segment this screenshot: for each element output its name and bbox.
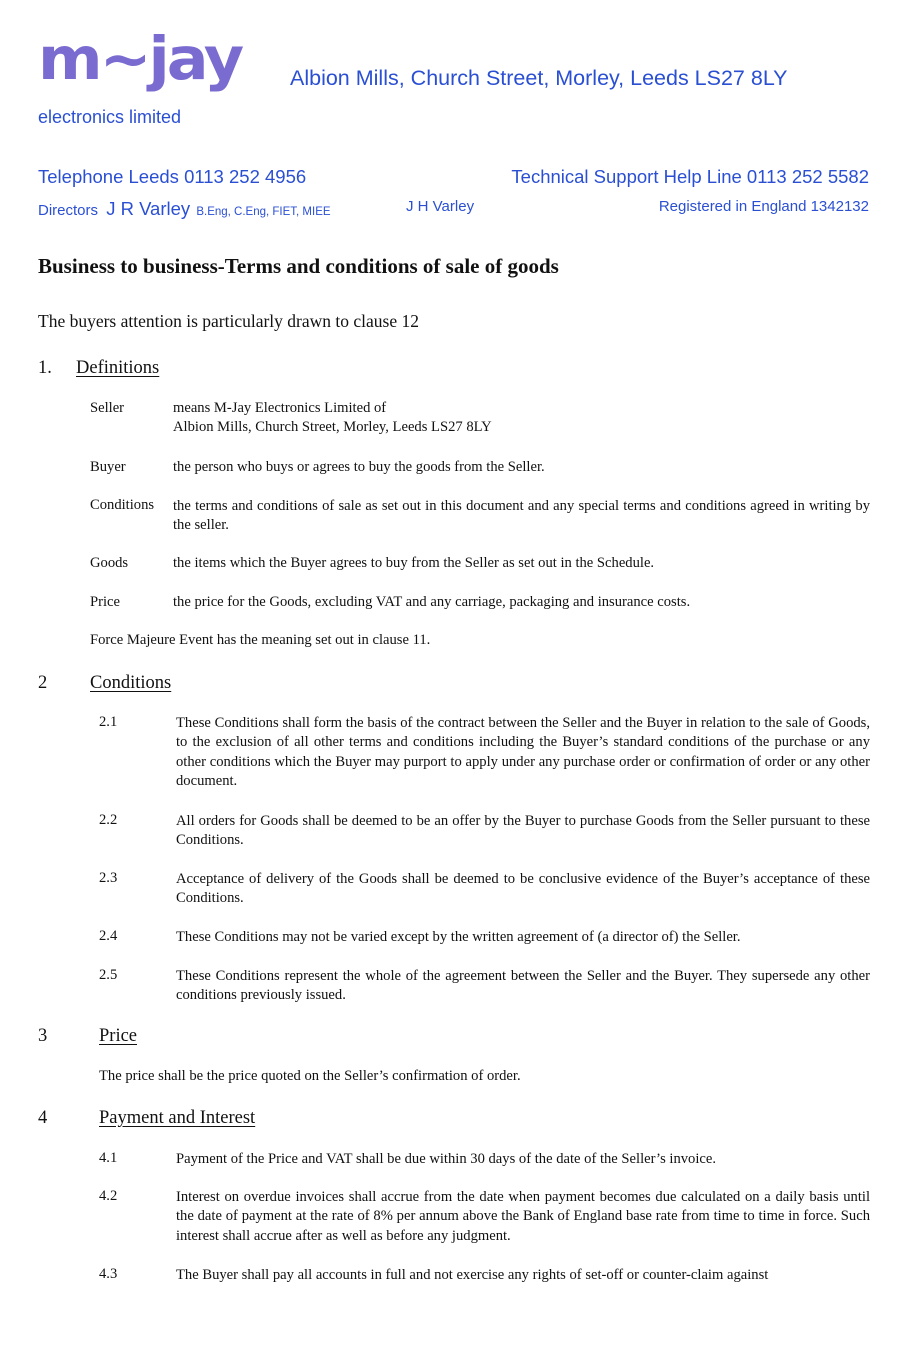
section1-number: 1. bbox=[38, 358, 52, 378]
document-title: Business to business-Terms and conditions of sale of goods bbox=[38, 254, 559, 278]
section3-heading: Price bbox=[99, 1026, 138, 1046]
company-address: Albion Mills, Church Street, Morley, Leeds LS27 8LY bbox=[290, 66, 788, 90]
director1-quals: B.Eng, C.Eng, FIET, MIEE bbox=[196, 206, 331, 218]
support-line: Technical Support Help Line 0113 252 5582 bbox=[511, 166, 869, 187]
company-subtitle: electronics limited bbox=[38, 107, 182, 127]
clause-number: 4.3 bbox=[99, 1266, 118, 1282]
clause-number: 2.5 bbox=[99, 967, 118, 983]
clause-text: These Conditions may not be varied except by the written agreement of (a director of) the Seller. bbox=[176, 929, 741, 945]
clause-number: 2.3 bbox=[99, 870, 118, 886]
def-text-buyer: the person who buys or agrees to buy the goods from the Seller. bbox=[173, 459, 545, 475]
def-term-price: Price bbox=[90, 594, 120, 610]
clause-text: These Conditions represent the whole of the agreement between the Seller and the Buyer. They supersede any other conditions previously issued. bbox=[176, 968, 870, 1004]
def-text-seller-line1: means M-Jay Electronics Limited of bbox=[173, 400, 387, 416]
clause-text: The Buyer shall pay all accounts in full and not exercise any rights of set-off or counter-claim against bbox=[176, 1267, 769, 1283]
def-term-goods: Goods bbox=[90, 555, 129, 571]
clause-number: 2.2 bbox=[99, 812, 118, 828]
director1-name: J R Varley bbox=[106, 198, 191, 219]
clause-number: 2.4 bbox=[99, 928, 118, 944]
telephone-number: Telephone Leeds 0113 252 4956 bbox=[38, 166, 307, 187]
section3-number: 3 bbox=[38, 1026, 48, 1046]
clause-text: These Conditions shall form the basis of the contract between the Seller and the Buyer in relation to the sale of Goods, to the exclusion of all other terms and conditions including the Buyer’s standard conditions of the purchase or any other conditions which the Buyer may purport to apply under any purchase order or confirmation of order or any other document. bbox=[176, 715, 870, 789]
section2-number: 2 bbox=[38, 673, 48, 693]
def-term-seller: Seller bbox=[90, 400, 125, 416]
clause-number: 2.1 bbox=[99, 714, 118, 730]
def-text-goods: the items which the Buyer agrees to buy from the Seller as set out in the Schedule. bbox=[173, 555, 655, 571]
clause-text: Acceptance of delivery of the Goods shall be deemed to be conclusive evidence of the Buyer’s acceptance of these Conditions. bbox=[176, 871, 870, 907]
company-logo: m~jay bbox=[38, 23, 242, 94]
directors-label: Directors bbox=[38, 202, 99, 219]
intro-text: The buyers attention is particularly drawn to clause 12 bbox=[38, 311, 419, 331]
def-text-seller-line2: Albion Mills, Church Street, Morley, Leeds LS27 8LY bbox=[173, 419, 492, 435]
section1-heading: Definitions bbox=[76, 358, 160, 378]
registration-number: Registered in England 1342132 bbox=[658, 198, 869, 215]
section4-heading: Payment and Interest bbox=[99, 1108, 256, 1128]
price-text: The price shall be the price quoted on the Seller’s confirmation of order. bbox=[99, 1068, 521, 1084]
force-majeure-note: Force Majeure Event has the meaning set out in clause 11. bbox=[90, 632, 431, 648]
def-term-buyer: Buyer bbox=[90, 459, 126, 475]
clause-text: Interest on overdue invoices shall accrue from the date when payment becomes due calculated on a daily basis until the date of payment at the rate of 8% per annum above the Bank of England base rate from time to time in force. Such interest shall accrue after as well as before any judgment. bbox=[176, 1189, 870, 1244]
def-text-price: the price for the Goods, excluding VAT and any carriage, packaging and insurance costs. bbox=[173, 594, 691, 610]
section4-number: 4 bbox=[38, 1108, 48, 1128]
clause-text: All orders for Goods shall be deemed to be an offer by the Buyer to purchase Goods from the Seller pursuant to these Conditions. bbox=[176, 813, 870, 849]
section2-heading: Conditions bbox=[90, 673, 172, 693]
def-term-conditions: Conditions bbox=[90, 497, 155, 513]
directors-line bbox=[38, 198, 331, 220]
clause-text: Payment of the Price and VAT shall be due within 30 days of the date of the Seller’s invoice. bbox=[176, 1151, 716, 1167]
director2-name: J H Varley bbox=[406, 198, 475, 215]
clause-number: 4.2 bbox=[99, 1188, 118, 1204]
def-text-conditions: the terms and conditions of sale as set out in this document and any special terms and conditions agreed in writing by the seller. bbox=[173, 498, 870, 534]
clause-number: 4.1 bbox=[99, 1150, 118, 1166]
